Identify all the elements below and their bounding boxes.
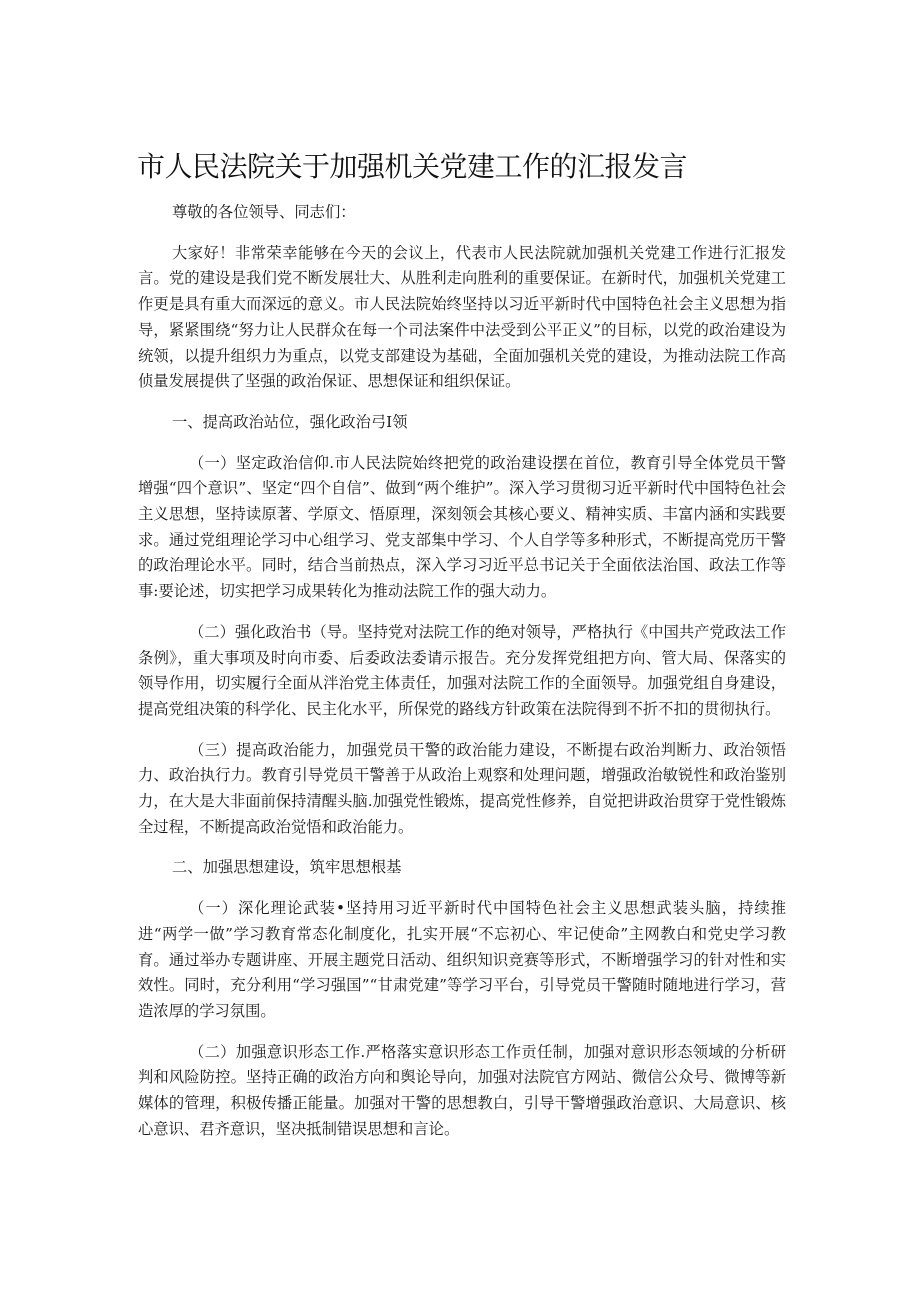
section-1-heading: 一、提高政治站位，强化政治弓I领	[172, 412, 408, 431]
section-2-heading: 二、加强思想建设，筑牢思想根基	[172, 858, 402, 877]
document-title: 市人民法院关于加强机关党建工作的汇报发言	[137, 150, 688, 183]
section-2-paragraph-2: （二）加强意识形态工作.严格落实意识形态工作贡任制，加强对意识形态领域的分析研判和风险防控。坚持正确的政治方向和舆论导向，加强对法院官方网站、微信公众号、微博等新媒体的管理，积极传播正能量。加强对干警的思想教白，引导干警增强政治意识、大局意识、核心意识、君齐意识，坚决抵制错误思想和言论。	[138, 1042, 786, 1138]
greeting: 尊敬的各位领导、同志们：	[172, 203, 356, 221]
section-1-paragraph-2: （二）强化政治书（导。坚持党对法院工作的绝对领导，严格执行《中国共产党政法工作条例》，重大事项及时向市委、后委政法委请示报告。充分发挥党组把方向、管大局、保落实的领导作用，切实履行全面从泮治党主体责任，加强对法院工作的全面领导。加强党组自身建设，提高党组决策的科学化、民主化水平，所保党的路线方针政策在法院得到不折不扣的贯彻执行。	[138, 622, 786, 718]
document-body	[138, 200, 786, 1158]
section-2-paragraph-1: （一）深化理论武装•坚持用习近平新时代中国特色社会主义思想武装头脑，持续推进“两学一做”学习教育常态化制度化，扎实开展“不忘初心、牢记使命”主网教白和党史学习教育。通过举办专题讲座、开展主题党日活动、组织知识竞赛等形式，不断增强学习的针对性和实效性。同时，充分利用“学习强国”“甘肃党建”等学习平台，引导党员干警随时随地进行学习，营造浓厚的学习氛围。	[138, 899, 786, 1020]
intro-paragraph: 大家好！非常荣幸能够在今天的会议上，代表市人民法院就加强机关党建工作进行汇报发言。党的建设是我们党不断发展壮大、从胜利走向胜利的重要保证。在新时代，加强机关党建工作更是具有重大而深远的意义。市人民法院始终坚持以习近平新时代中国特色社会主义思想为指导，紧紧围绕“努力让人民群众在每一个司法案件中法受到公平正义”的目标，以党的政治建设为统领，以提升组织力为重点，以党支部建设为基础，全面加强机关党的建设，为推动法院工作高侦量发展提供了坚强的政治保证、思想保证和组织保证。	[138, 243, 786, 391]
section-1-paragraph-3: （三）提高政治能力，加强党员干警的政治能力建设，不断提右政治判断力、政治领悟力、政治执行力。教育引导党员干警善于从政治上观察和处理问题，增强政治敏锐性和政治鉴别力，在大是大非面前保持清醒头脑.加强党性锻炼，提高党性修养，自觉把讲政治贯穿于党性锻炼全过程，不断提高政治觉悟和政治能力。	[138, 740, 786, 836]
section-1-paragraph-1: （一）坚定政治信仰.市人民法院始终把党的政治建设摆在首位，教育引导全体党员干警增强“四个意识”、坚定“四个自信”、做到“两个维护”。深入学习贯彻习近平新时代中国特色社会主义思想，坚持读原著、学原文、悟原理，深刻领会其核心要义、精神实质、丰富内涵和实践要求。通过党组理论学习中心组学习、党支部集中学习、个人自学等多种形式，不断提高党历干警的政治理论水平。同时，结合当前热点，深入学习习近平总书记关于全面依法治国、政法工作等事:要论述，切实把学习成果转化为推动法院工作的强大动力。	[138, 453, 786, 601]
